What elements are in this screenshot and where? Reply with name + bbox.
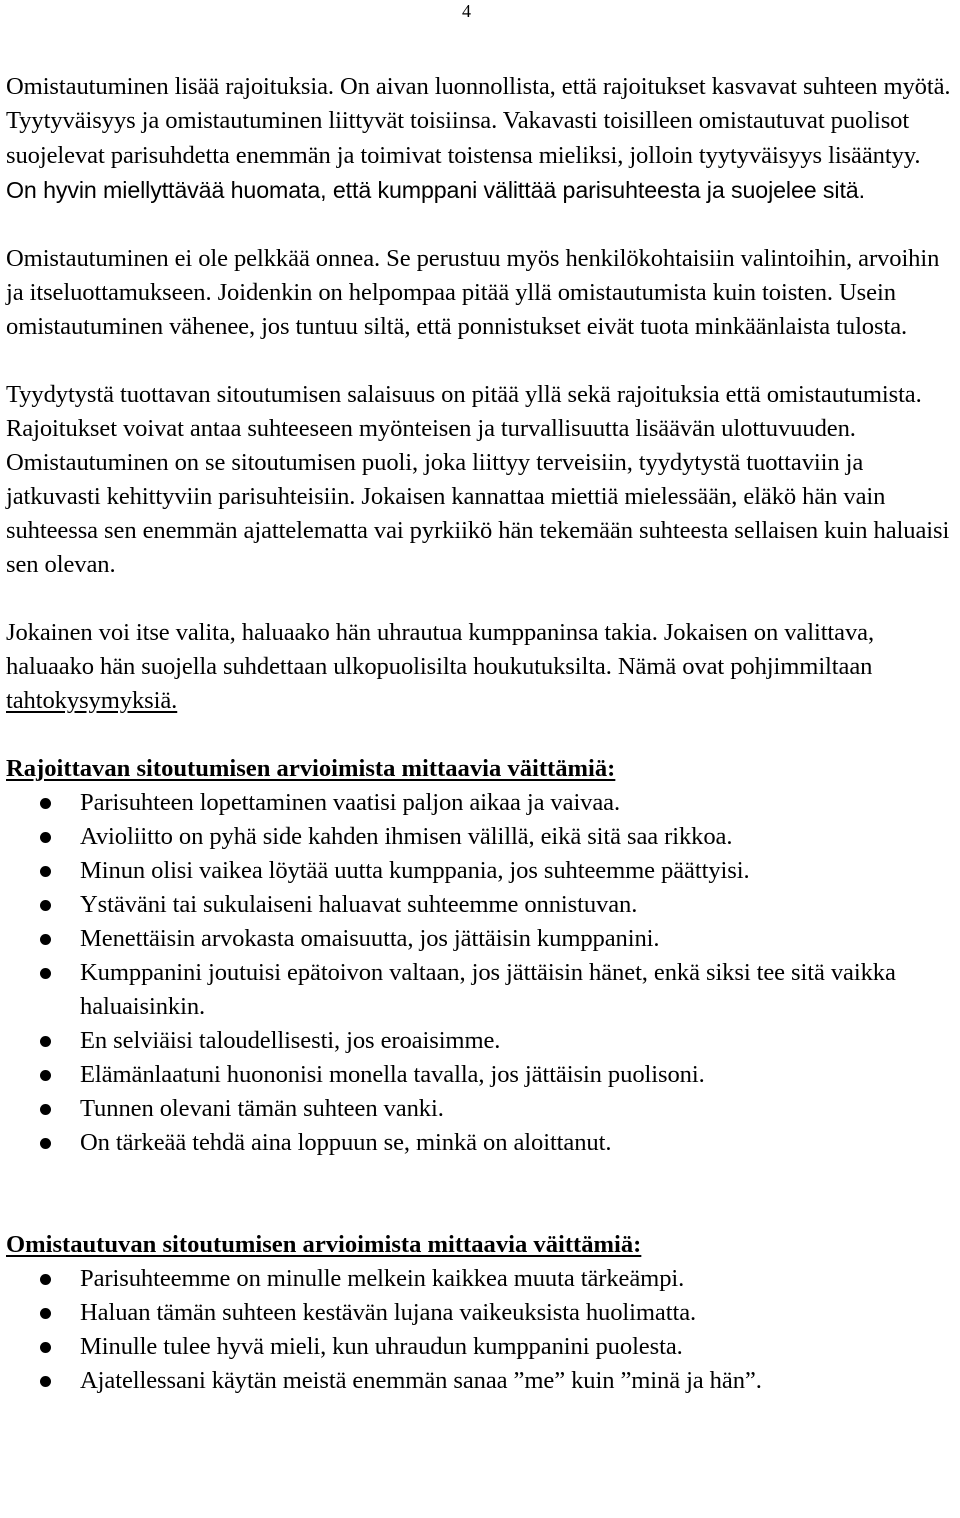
list-item — [6, 820, 956, 854]
underlined-term: tahtokysymyksiä. — [6, 687, 178, 714]
list-item — [6, 1262, 956, 1296]
list-item-text: Haluan tämän suhteen kestävän lujana vaikeuksista huolimatta. — [80, 1299, 697, 1326]
bullet-icon — [40, 1104, 51, 1115]
list-item-text: Ystäväni tai sukulaiseni haluavat suhteemme onnistuvan. — [80, 891, 638, 918]
list-item — [6, 1058, 956, 1092]
paragraph-free-choice — [6, 616, 956, 718]
bullet-icon — [40, 1342, 51, 1353]
section-heading-devoted: Omistautuvan sitoutumisen arvioimista mittaavia väittämiä: — [6, 1231, 642, 1258]
section-heading-restrictive: Rajoittavan sitoutumisen arvioimista mittaavia väittämiä: — [6, 755, 616, 782]
list-item-text: En selviäisi taloudellisesti, jos eroaisimme. — [80, 1027, 501, 1054]
list-item-text: Minulle tulee hyvä mieli, kun uhraudun kumppanini puolesta. — [80, 1333, 683, 1360]
list-item — [6, 854, 956, 888]
list-item-text: Elämänlaatuni huononisi monella tavalla, jos jättäisin puolisoni. — [80, 1061, 705, 1088]
list-item — [6, 922, 956, 956]
list-item-text: Parisuhteemme on minulle melkein kaikkea muuta tärkeämpi. — [80, 1265, 685, 1292]
list-item-text: Ajatellessani käytän meistä enemmän sanaa ”me” kuin ”minä ja hän”. — [80, 1367, 762, 1394]
list-item-text: Menettäisin arvokasta omaisuutta, jos jättäisin kumppanini. — [80, 925, 660, 952]
bullet-icon — [40, 1376, 51, 1387]
bullet-icon — [40, 968, 51, 979]
paragraph-commitment-limits — [6, 70, 956, 208]
bullet-icon — [40, 1308, 51, 1319]
list-item — [6, 1364, 956, 1398]
list-item-text: Kumppanini joutuisi epätoivon valtaan, jos jättäisin hänet, enkä siksi tee sitä vaikka haluaisinkin. — [80, 959, 896, 1020]
list-item — [6, 1296, 956, 1330]
list-item — [6, 1126, 956, 1160]
list-item — [6, 956, 956, 1024]
paragraph-text: Jokainen voi itse valita, haluaako hän uhrautua kumppaninsa takia. Jokaisen on valittava, haluaako hän suojella suhdettaan ulkopuolisilta houkutuksilta. Nämä ovat pohjimmiltaan — [6, 619, 875, 680]
list-item-text: Minun olisi vaikea löytää uutta kumppania, jos suhteemme päättyisi. — [80, 857, 750, 884]
list-item — [6, 1330, 956, 1364]
devoted-statements-list — [6, 1262, 956, 1398]
paragraph-serif-text: Omistautuminen lisää rajoituksia. On aivan luonnollista, että rajoitukset kasvavat suhteen myötä. Tyytyväisyys ja omistautuminen liittyvät toisiinsa. Vakavasti toisilleen omistautuvat puolisot suojelevat parisuhdetta enemmän ja toimivat toistensa mieliksi, jolloin tyytyväisyys lisääntyy. — [6, 73, 951, 169]
page-number: 4 — [462, 1, 471, 21]
list-item — [6, 888, 956, 922]
bullet-icon — [40, 934, 51, 945]
restrictive-statements-list — [6, 786, 956, 1160]
paragraph-satisfying-commitment: Tyydytystä tuottavan sitoutumisen salaisuus on pitää yllä sekä rajoituksia että omistautumista. Rajoitukset voivat antaa suhteeseen myönteisen ja turvallisuutta lisäävän ulottuvuuden. Omistautuminen on se sitoutumisen puoli, joka liittyy terveisiin, tyydytystä tuottaviin ja jatkuvasti kehittyviin parisuhteisiin. Jokaisen kannattaa miettiä mielessään, eläkö hän vain suhteessa sen enemmän ajattelematta vai pyrkiikö hän tekemään suhteesta sellaisen kuin haluaisi sen olevan. — [6, 381, 950, 578]
document-body — [6, 70, 956, 1398]
paragraph-commitment-not-luck: Omistautuminen ei ole pelkkää onnea. Se perustuu myös henkilökohtaisiin valintoihin, arvoihin ja itseluottamukseen. Joidenkin on helpompaa pitää yllä omistautumista kuin toisten. Usein omistautuminen vähenee, jos tuntuu siltä, että ponnistukset eivät tuota minkäänlaista tulosta. — [6, 245, 940, 340]
bullet-icon — [40, 866, 51, 877]
list-item-text: Avioliitto on pyhä side kahden ihmisen välillä, eikä sitä saa rikkoa. — [80, 823, 733, 850]
bullet-icon — [40, 1036, 51, 1047]
bullet-icon — [40, 1070, 51, 1081]
list-item — [6, 786, 956, 820]
bullet-icon — [40, 900, 51, 911]
list-item-text: Parisuhteen lopettaminen vaatisi paljon aikaa ja vaivaa. — [80, 789, 621, 816]
paragraph-sans-text: On hyvin miellyttävää huomata, että kumppani välittää parisuhteesta ja suojelee sitä. — [6, 177, 865, 203]
bullet-icon — [40, 798, 51, 809]
list-item — [6, 1092, 956, 1126]
bullet-icon — [40, 1138, 51, 1149]
list-item — [6, 1024, 956, 1058]
bullet-icon — [40, 832, 51, 843]
list-item-text: On tärkeää tehdä aina loppuun se, minkä on aloittanut. — [80, 1129, 612, 1156]
bullet-icon — [40, 1274, 51, 1285]
list-item-text: Tunnen olevani tämän suhteen vanki. — [80, 1095, 444, 1122]
